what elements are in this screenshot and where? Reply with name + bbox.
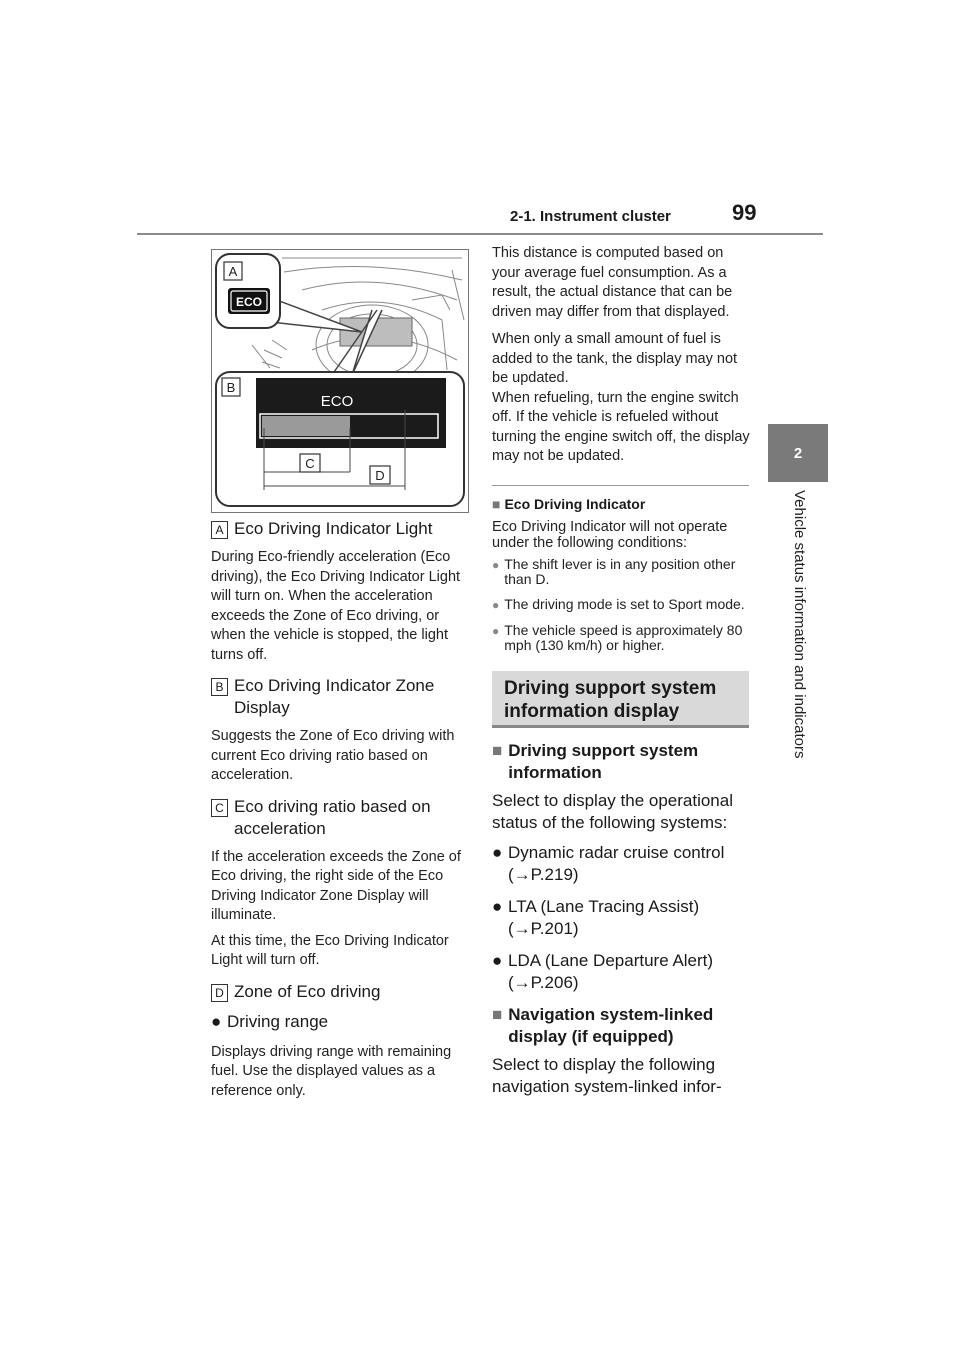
header-divider [137, 233, 823, 235]
square-bullet-icon: ■ [492, 740, 503, 760]
list-item [492, 557, 752, 587]
bullet-icon: ● [492, 842, 503, 862]
support-info-heading [492, 740, 752, 784]
list-item [492, 842, 752, 886]
driving-support-section-heading: Driving support system information display [492, 671, 749, 728]
driving-range-heading [211, 1011, 471, 1033]
section-divider [492, 485, 749, 486]
item-c-heading [211, 796, 471, 840]
page-ref-link[interactable]: (→P.206) [508, 972, 579, 992]
list-item [492, 623, 752, 653]
condition-1: The shift lever is in any position other than D. [504, 555, 736, 587]
support-info-title: Driving support system information [508, 740, 699, 782]
condition-2: The driving mode is set to Sport mode. [504, 595, 745, 612]
eco-indicator-title: Eco Driving Indicator [504, 495, 646, 512]
callout-a: A [228, 264, 238, 279]
system-name-1: Dynamic radar cruise control [508, 842, 725, 862]
bullet-icon: ● [492, 950, 503, 970]
chapter-title: Vehicle status information and indicators [791, 490, 808, 759]
key-c: C [211, 799, 228, 817]
left-column [211, 518, 471, 1111]
item-c-body-1: If the acceleration exceeds the Zone of Eco driving, the right side of the Eco Driving Indicator Zone Display will illuminate. [211, 848, 461, 923]
item-d-title: Zone of Eco driving [234, 981, 381, 1001]
instrument-cluster-illustration [211, 249, 469, 513]
eco-indicator-heading [492, 496, 752, 513]
driving-range-title: Driving range [227, 1011, 329, 1031]
circle-bullet-icon: ● [492, 597, 500, 612]
eco-ratio-fill [262, 416, 350, 436]
item-b-title: Eco Driving Indicator Zone Display [234, 676, 435, 717]
item-a-body: During Eco-friendly acceleration (Eco driving), the Eco Driving Indicator Light will turn on. When the acceleration exceeds the Zone of Eco driving, or when the vehicle is stopped, the light turns off. [211, 549, 461, 663]
item-c-body-2: At this time, the Eco Driving Indicator Light will turn off. [211, 932, 449, 968]
circle-bullet-icon: ● [492, 623, 500, 638]
key-b: B [211, 678, 228, 696]
section-title: 2-1. Instrument cluster [510, 208, 671, 225]
eco-badge: ECO [235, 295, 263, 309]
item-a-title: Eco Driving Indicator Light [234, 519, 433, 538]
callout-c: C [305, 456, 315, 471]
callout-d: D [375, 468, 385, 483]
square-bullet-icon: ■ [492, 1004, 503, 1024]
circle-bullet-icon: ● [492, 557, 500, 572]
range-para-1: This distance is computed based on your average fuel consumption. As a result, the actual distance that can be driven may differ from that displayed. [492, 245, 733, 320]
item-b-heading [211, 675, 471, 719]
callout-b: B [226, 380, 236, 395]
page-number: 99 [732, 200, 757, 225]
chapter-tab: 2 [768, 424, 828, 482]
item-d-heading [211, 981, 471, 1003]
key-d: D [211, 984, 228, 1002]
nav-linked-heading [492, 1004, 752, 1048]
nav-linked-title: Navigation system-linked display (if equipped) [508, 1004, 714, 1046]
system-name-2: LTA (Lane Tracing Assist) [508, 896, 700, 916]
eco-display-label: ECO [320, 393, 354, 410]
nav-linked-intro: Select to display the following navigation system-linked infor- [492, 1054, 722, 1096]
page-ref-link[interactable]: (→P.219) [508, 864, 579, 884]
square-bullet-icon: ■ [492, 495, 501, 512]
list-item [492, 597, 752, 613]
system-name-3: LDA (Lane Departure Alert) [508, 950, 714, 970]
bullet-icon: ● [492, 896, 503, 916]
right-column [492, 244, 752, 1106]
driving-range-body: Displays driving range with remaining fuel. Use the displayed values as a reference only. [211, 1043, 452, 1099]
item-b-body: Suggests the Zone of Eco driving with current Eco driving ratio based on acceleration. [211, 728, 455, 783]
range-para-2: When only a small amount of fuel is added to the tank, the display may not be updated. When refueling, turn the engine switch off. If the vehicle is refueled without turning the engine switch off, the display may not be updated. [492, 331, 750, 464]
list-item [492, 896, 752, 940]
bullet-icon: ● [211, 1011, 222, 1031]
support-info-intro: Select to display the operational status of the following systems: [492, 790, 733, 832]
key-a: A [211, 521, 228, 539]
list-item [492, 950, 752, 994]
eco-indicator-intro: Eco Driving Indicator will not operate under the following conditions: [492, 518, 728, 551]
condition-3: The vehicle speed is approximately 80 mph (130 km/h) or higher. [504, 621, 743, 653]
item-a-heading [211, 518, 471, 540]
item-c-title: Eco driving ratio based on acceleration [234, 796, 431, 838]
cluster-diagram [212, 250, 468, 512]
page-ref-link[interactable]: (→P.201) [508, 918, 579, 938]
